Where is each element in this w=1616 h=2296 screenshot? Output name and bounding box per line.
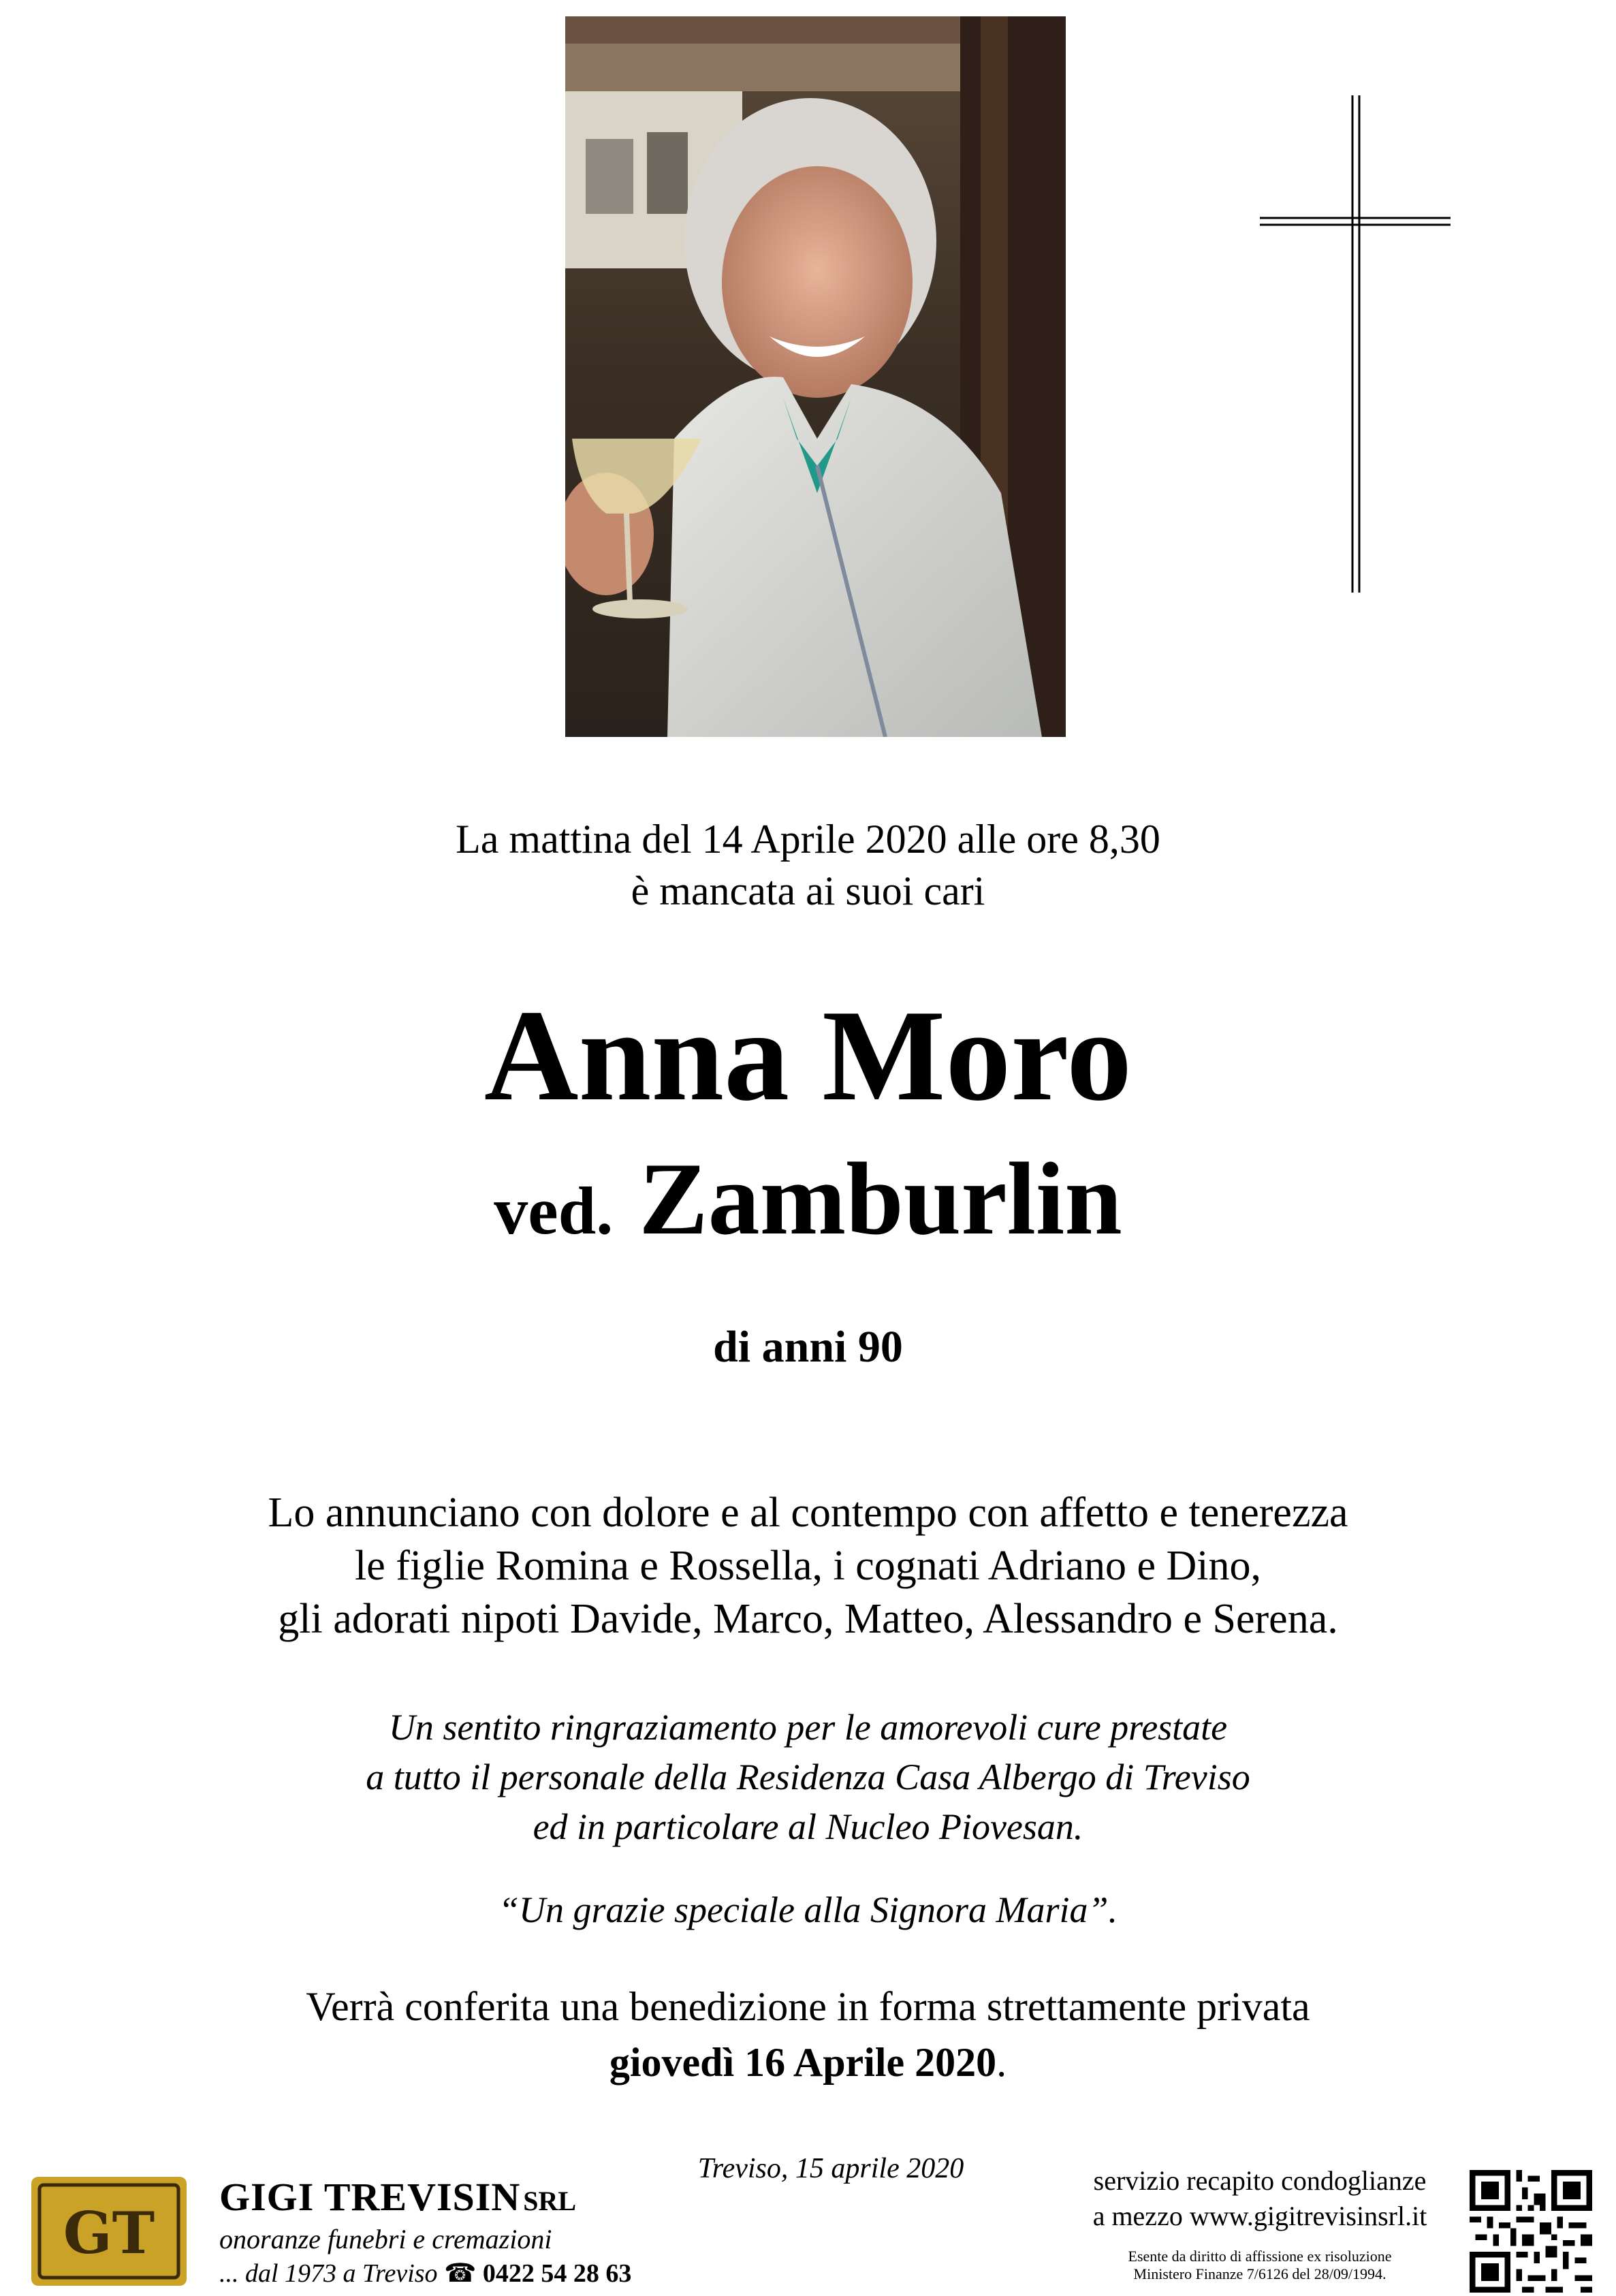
latin-cross-icon bbox=[1260, 95, 1451, 593]
thanks-line-3: ed in particolare al Nucleo Piovesan. bbox=[533, 1806, 1083, 1847]
blessing-line-1: Verrà conferita una benedizione in forma strettamente privata bbox=[306, 1984, 1310, 2029]
deceased-photo bbox=[565, 16, 1066, 737]
thanks-line-2: a tutto il personale della Residenza Casa Albergo di Treviso bbox=[366, 1757, 1250, 1797]
blessing-date: giovedì 16 Aprile 2020 bbox=[609, 2040, 997, 2085]
announcement-line-3: gli adorati nipoti Davide, Marco, Matteo, Alessandro e Serena. bbox=[278, 1596, 1338, 1642]
company-block bbox=[219, 2174, 696, 2291]
service-line-2: a mezzo www.gigitrevisinsrl.it bbox=[1092, 2201, 1427, 2231]
company-phone: 0422 54 28 63 bbox=[482, 2259, 632, 2288]
intro-line-1: La mattina del 14 Aprile 2020 alle ore 8,30 bbox=[456, 817, 1160, 862]
intro-line-2: è mancata ai suoi cari bbox=[631, 868, 985, 913]
company-logo bbox=[31, 2177, 187, 2286]
deceased-widow-line bbox=[0, 1141, 1616, 1269]
company-tagline: onoranze funebri e cremazioni bbox=[219, 2224, 552, 2254]
company-name: GIGI TREVISIN bbox=[219, 2175, 521, 2219]
company-suffix: SRL bbox=[523, 2186, 577, 2216]
exemption-note bbox=[1062, 2248, 1457, 2283]
exempt-line-2: Ministero Finanze 7/6126 del 28/09/1994. bbox=[1133, 2265, 1387, 2282]
company-contact-line bbox=[219, 2256, 696, 2291]
widow-surname: Zamburlin bbox=[639, 1142, 1122, 1256]
announcement-line-1: Lo annunciano con dolore e al contempo con affetto e tenerezza bbox=[268, 1490, 1348, 1536]
condolence-service bbox=[1062, 2163, 1457, 2234]
service-line-1: servizio recapito condoglianze bbox=[1093, 2165, 1427, 2196]
thanks-line-1: Un sentito ringraziamento per le amorevoli cure prestate bbox=[388, 1707, 1228, 1748]
deceased-name: Anna Moro bbox=[484, 983, 1132, 1128]
blessing-date-line bbox=[0, 2035, 1616, 2090]
widow-prefix: ved. bbox=[494, 1173, 614, 1248]
blessing-date-suffix: . bbox=[996, 2040, 1007, 2085]
deceased-age: di anni 90 bbox=[713, 1322, 903, 1372]
qr-code-icon[interactable] bbox=[1470, 2170, 1592, 2293]
place-date: Treviso, 15 aprile 2020 bbox=[697, 2153, 964, 2184]
exempt-line-1: Esente da diritto di affissione ex risoluzione bbox=[1128, 2248, 1392, 2265]
telephone-icon: ☎ bbox=[444, 2259, 477, 2288]
logo-lettering: GT bbox=[63, 2199, 155, 2267]
announcement-line-2: le figlie Romina e Rossella, i cognati Adriano e Dino, bbox=[354, 1543, 1261, 1589]
thanks-special: “Un grazie speciale alla Signora Maria”. bbox=[498, 1889, 1118, 1930]
company-since: ... dal 1973 a Treviso bbox=[219, 2259, 438, 2288]
